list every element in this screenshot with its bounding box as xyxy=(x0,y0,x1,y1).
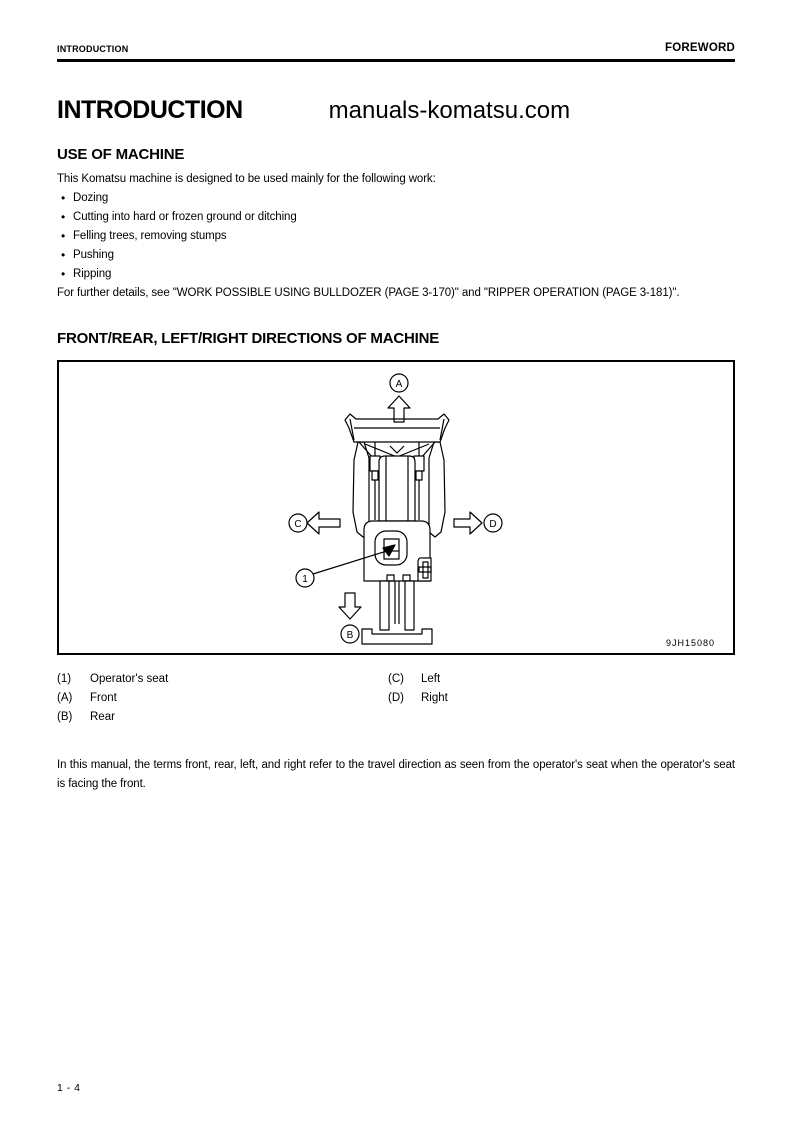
list-item: • Ripping xyxy=(57,265,735,284)
list-item: • Dozing xyxy=(57,189,735,208)
machine-directions-figure xyxy=(57,360,735,655)
right-arrow xyxy=(454,512,482,534)
label-rear: B xyxy=(346,630,354,641)
legend-label: Left xyxy=(421,673,441,685)
watermark-text: manuals-komatsu.com xyxy=(328,97,571,124)
ripper-arm-right xyxy=(405,581,414,630)
bulldozer-top-view-diagram xyxy=(59,362,733,653)
label-right: D xyxy=(489,519,497,530)
right-track-shape xyxy=(429,442,445,537)
page-title: INTRODUCTION xyxy=(57,96,243,124)
section-heading-use-of-machine: USE OF MACHINE xyxy=(57,146,185,163)
legend-key: (1) xyxy=(57,673,72,685)
section-heading-directions: FRONT/REAR, LEFT/RIGHT DIRECTIONS OF MACHINE xyxy=(57,330,440,347)
page-number: 1 - 4 xyxy=(57,1082,81,1094)
legend-label: Rear xyxy=(90,711,115,723)
legend-key: (B) xyxy=(57,711,73,723)
front-arrow xyxy=(388,396,410,422)
use-of-machine-lead: This Komatsu machine is designed to be used mainly for the following work: xyxy=(57,173,436,185)
directions-note: In this manual, the terms front, rear, left, and right refer to the travel direction as seen from the operator's seat when the operator's seat is facing the front. xyxy=(57,759,735,790)
legend-column-right xyxy=(388,670,448,727)
label-seat: 1 xyxy=(302,574,308,585)
rear-arrow xyxy=(339,593,361,619)
figure-code: 9JH15080 xyxy=(665,638,715,648)
legend-row xyxy=(388,670,448,689)
list-item: • Felling trees, removing stumps xyxy=(57,227,735,246)
list-item: • Pushing xyxy=(57,246,735,265)
legend-row xyxy=(57,670,388,689)
title-row xyxy=(57,96,735,125)
lift-cylinder-right-cap xyxy=(416,471,422,480)
use-of-machine-details: For further details, see "WORK POSSIBLE USING BULLDOZER (PAGE 3-170)" and "RIPPER OPERATION (PAGE 3-181)". xyxy=(57,287,680,299)
legend-key: (D) xyxy=(388,692,404,704)
legend-column-left xyxy=(57,670,388,727)
legend-label: Operator's seat xyxy=(90,673,169,685)
frame-center-mount xyxy=(390,446,404,453)
legend-row xyxy=(57,708,388,727)
header-rule xyxy=(57,59,735,62)
work-list xyxy=(57,189,735,284)
label-left: C xyxy=(294,519,302,530)
running-header xyxy=(57,0,735,54)
ripper-beam-shape xyxy=(362,629,432,644)
legend-key: (A) xyxy=(57,692,73,704)
legend-label: Front xyxy=(90,692,117,704)
list-item: • Cutting into hard or frozen ground or ditching xyxy=(57,208,735,227)
ripper-arm-left xyxy=(380,581,389,630)
header-section-label: INTRODUCTION xyxy=(57,44,129,54)
lift-cylinder-left-cap xyxy=(372,471,378,480)
legend-key: (C) xyxy=(388,673,404,685)
legend-label: Right xyxy=(421,692,448,704)
engine-hood-shape xyxy=(379,456,415,521)
header-chapter-label: FOREWORD xyxy=(665,42,735,54)
legend-row xyxy=(388,689,448,708)
label-front: A xyxy=(395,379,403,390)
legend-row xyxy=(57,689,388,708)
left-arrow xyxy=(307,512,340,534)
figure-legend xyxy=(57,670,735,727)
